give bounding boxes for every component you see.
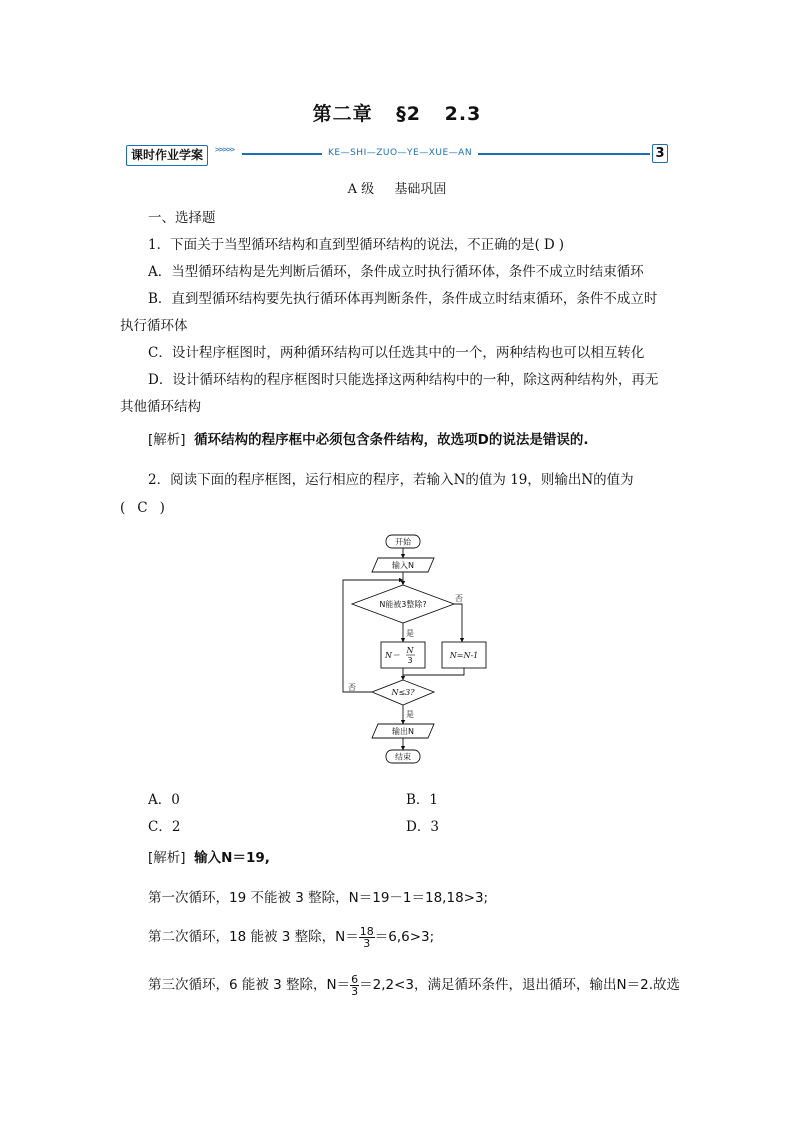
q2-analysis-line-1: 输入N＝19, bbox=[194, 850, 270, 866]
q2-analysis-4-num: 6 bbox=[351, 972, 359, 986]
flow-input-text: 输入N bbox=[392, 561, 414, 570]
q1-option-b: B．直到型循环结构要先执行循环体再判断条件，条件成立时结束循环，条件不成立时 bbox=[148, 291, 658, 307]
q2-paren-open: ( bbox=[120, 500, 126, 516]
flow-assign-no-text: N=N-1 bbox=[449, 651, 479, 660]
q2-option-b: B．1 bbox=[406, 792, 439, 808]
q1-stem bbox=[148, 233, 564, 253]
q2-analysis-4-prefix: 第三次循环，6 能被 3 整除，N＝ bbox=[148, 977, 351, 993]
q1-analysis-tag: [解析] bbox=[148, 432, 186, 448]
flow-cond2-text: N≤3? bbox=[391, 688, 415, 697]
q2-analysis-4-den: 3 bbox=[351, 984, 359, 998]
q2-analysis-line-3 bbox=[148, 922, 434, 952]
q2-analysis-3-prefix: 第二次循环，18 能被 3 整除，N＝ bbox=[148, 929, 359, 945]
subsection-label: 2.3 bbox=[444, 103, 482, 125]
flow-assign-yes-den: 3 bbox=[407, 656, 413, 665]
q1-option-c: C．设计程序框图时，两种循环结构可以任选其中的一个，两种结构也可以相互转化 bbox=[148, 345, 645, 361]
q2-analysis-line-4 bbox=[148, 970, 680, 1000]
banner-label: 课时作业学案 bbox=[126, 145, 208, 166]
level-name: 基础巩固 bbox=[394, 182, 447, 197]
q2-analysis-tag: [解析] bbox=[148, 850, 186, 866]
flowchart bbox=[336, 528, 496, 768]
q1-option-a: A．当型循环结构是先判断后循环，条件成立时执行循环体，条件不成立时结束循环 bbox=[148, 264, 644, 280]
flow-assign-yes-num: N bbox=[406, 646, 414, 655]
q2-analysis-3-den: 3 bbox=[363, 936, 371, 950]
banner-arrows: >>>>> bbox=[215, 145, 235, 154]
q2-analysis-3-suffix: ＝6,6>3; bbox=[374, 929, 435, 945]
q2-analysis-3-num: 18 bbox=[359, 924, 374, 938]
q2-paren-close: ) bbox=[159, 500, 165, 516]
q1-analysis-text: 循环结构的程序框中必须包含条件结构，故选项D的说法是错误的. bbox=[194, 432, 589, 448]
q2-analysis-3-fraction bbox=[359, 926, 375, 949]
flow-output-text: 输出N bbox=[392, 727, 414, 736]
q2-answer-line bbox=[120, 500, 165, 516]
chapter-label: 第二章 bbox=[312, 103, 373, 125]
q1-stem-prefix: 1．下面关于当型循环结构和直到型循环结构的说法，不正确的是( bbox=[148, 237, 540, 253]
flow-no1-label: 否 bbox=[455, 594, 463, 603]
section-heading: 一、选择题 bbox=[148, 210, 216, 226]
q1-option-b-cont: 执行循环体 bbox=[120, 318, 188, 334]
flow-no2-label: 否 bbox=[348, 683, 356, 692]
q2-analysis-4-fraction bbox=[350, 974, 359, 997]
q2-stem: 2．阅读下面的程序框图，运行相应的程序，若输入N的值为 19，则输出N的值为 bbox=[148, 472, 634, 488]
flow-start-text: 开始 bbox=[395, 537, 411, 547]
q1-option-d: D．设计循环结构的程序框图时只能选择这两种结构中的一种，除这两种结构外，再无 bbox=[148, 372, 659, 388]
banner-pinyin: KE—SHI—ZUO—YE—XUE—AN bbox=[322, 148, 478, 158]
flow-end-text: 结束 bbox=[395, 752, 411, 762]
page-number: 3 bbox=[652, 144, 668, 163]
q2-option-d: D．3 bbox=[406, 819, 439, 835]
q2-analysis-line-2: 第一次循环，19 不能被 3 整除，N＝19－1＝18,18>3; bbox=[148, 890, 489, 906]
q1-answer: D bbox=[543, 237, 555, 253]
flow-yes1-label: 是 bbox=[406, 629, 414, 638]
q1-analysis bbox=[148, 428, 588, 448]
q2-answer: C bbox=[137, 500, 148, 516]
flow-cond1-text: N能被3整除? bbox=[379, 600, 427, 609]
q2-analysis bbox=[148, 846, 270, 866]
section-label: §2 bbox=[396, 103, 422, 125]
flow-assign-yes-lhs: N＝ bbox=[385, 651, 400, 660]
q1-stem-suffix: ) bbox=[558, 237, 564, 253]
flow-yes2-label: 是 bbox=[406, 710, 414, 719]
q2-analysis-4-suffix: ＝2,2<3，满足循环条件，退出循环，输出N＝2.故选 bbox=[359, 977, 681, 993]
page-title bbox=[0, 99, 794, 126]
q2-option-a: A．0 bbox=[148, 792, 180, 808]
level-grade: A 级 bbox=[347, 182, 375, 197]
level-heading bbox=[0, 178, 794, 197]
q1-option-d-cont: 其他循环结构 bbox=[120, 399, 201, 415]
homework-banner bbox=[122, 140, 674, 170]
q2-option-c: C．2 bbox=[148, 819, 181, 835]
